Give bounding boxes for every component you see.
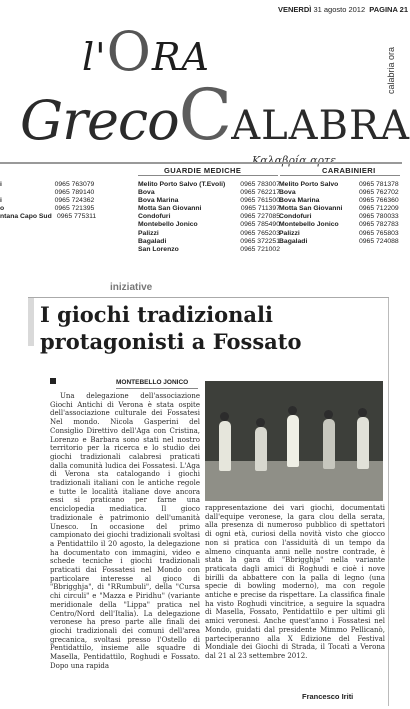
entry-phone: 0965 765803 [359, 229, 399, 237]
entry-phone: 0965 765203 [240, 229, 280, 237]
dateline-rule [116, 388, 198, 389]
headline-accent [28, 298, 34, 346]
dateline-location: MONTEBELLO JONICO [116, 379, 189, 386]
photo-figure-head [220, 412, 229, 421]
directory-row [0, 189, 100, 197]
article-body-column-2: rappresentazione dei vari giochi, documentati dall'equipe veronese, la gara clou della serata, alla presenza di numeroso pubblico di spettatori di ogni età, curiosi della novità visto che giocco non si pratica con l'assiduità di un tempo da almeno cinquanta anni nelle nostre contrade, è stata la gara di "Bbrigghja" nella variante praticata dagli amici di Roghudi e cioè i nove birilli da abbattere con la palla di legno (una specie di bowling moderno), ma con regole antiche e precise da rispettare. La classifica finale ha visto Roghudi vincitrice, a seguire la squadra di Masella, Fossato, Pentidattilo e per ultimi gli amici veronesi. Anche quest'anno i Fossatesi nel Mondo, guidati dal presidente Mimmo Pellicanò, parteciperanno alla X Edizione del Festival Mondiale dei Giochi di Strada, il Tocatì a Verona dal 21 al 23 settembre 2012. [205, 504, 385, 660]
entry-phone: 0965 762702 [359, 189, 399, 197]
entry-phone: 0965 721002 [240, 245, 280, 253]
entry-phone: 0965 766360 [359, 197, 399, 205]
photo-figure-head [358, 408, 367, 417]
entry-phone: 0965 724362 [54, 197, 95, 205]
directory-row [279, 205, 401, 213]
logo-rest-ra: RA [151, 35, 210, 79]
logo-line-2 [20, 74, 410, 156]
entry-phone: 0965 780033 [359, 213, 399, 221]
newspaper-logo [0, 12, 410, 167]
directory-row [279, 221, 401, 229]
directory-row [279, 189, 401, 197]
issue-day: VENERDÌ [278, 5, 312, 14]
photo-figure-head [324, 410, 333, 419]
directory-row [279, 213, 401, 221]
entry-name: Condofuri [138, 213, 171, 221]
side-label-text: calabria ora [386, 46, 396, 94]
entry-name: Bagaladi [138, 237, 167, 245]
entry-phone: 0965 721395 [54, 205, 95, 213]
logo-prefix: l' [82, 35, 107, 79]
entry-name [0, 189, 42, 197]
directory-row [138, 246, 280, 254]
entry-phone: 0965 712209 [359, 205, 399, 213]
directory-row [138, 238, 280, 246]
directory-row [138, 197, 280, 205]
greek-subtitle: Καλαβρία αρτε [252, 154, 336, 167]
entry-name: Condofuri [279, 213, 312, 221]
location-bullet-icon [50, 378, 56, 384]
entry-phone: 0965 783007 [240, 181, 280, 188]
photo-figure [255, 427, 267, 471]
guardie-mediche-list [138, 181, 280, 254]
entry-name: o [0, 205, 5, 213]
directory-row [138, 221, 280, 229]
photo-figure [287, 415, 299, 467]
section-rule [28, 297, 389, 298]
entry-name: Bova Marina [279, 197, 320, 205]
section-tag: iniziative [110, 282, 153, 293]
page-number: PAGINA 21 [369, 5, 409, 14]
entry-name: Bova Marina [138, 197, 179, 205]
entry-name: Motta San Giovanni [279, 205, 343, 213]
entry-name: Bagaladi [279, 237, 308, 245]
article [0, 278, 402, 709]
directory-row [279, 238, 401, 246]
entry-phone: 0965 782783 [359, 221, 399, 229]
entry-phone: 0965 763079 [54, 181, 95, 188]
article-author: Francesco Iriti [302, 692, 354, 701]
article-headline: I giochi tradizionali protagonisti a Fossato [40, 302, 302, 354]
phone-directory [0, 162, 402, 262]
directory-row [279, 181, 401, 189]
directory-row [138, 189, 280, 197]
entry-phone: 0965 775311 [57, 213, 97, 221]
logo-alabra: ALABRA [231, 103, 410, 149]
photo-figure-head [288, 406, 297, 415]
entry-name: ntana Capo Sud [0, 213, 52, 221]
entry-name: San Lorenzo [138, 245, 179, 253]
directory-row [0, 205, 100, 213]
directory-row [138, 205, 280, 213]
entry-name: Bova [279, 189, 296, 197]
directory-row [0, 181, 100, 189]
directory-row [138, 181, 280, 189]
directory-left-column [0, 181, 100, 221]
carabinieri-list [279, 181, 401, 246]
entry-name: Montebello Jonico [279, 221, 339, 229]
entry-phone: 0965 711397 [240, 205, 280, 213]
entry-phone: 0965 727085 [240, 213, 280, 221]
directory-row [138, 230, 280, 238]
entry-phone: 0965 372251 [240, 237, 280, 245]
entry-phone: 0965 761500 [240, 197, 280, 205]
article-body-column-1: Una delegazione dell'associazione Giochi Antichi di Verona è stata ospite dell'associazione culturale dei Fossatesi Nel mondo. Nicola Gasperini del Consiglio Direttivo dell'Aga con Cristina, Lorenzo e Barbara sono stati nel nostro territorio per la ricerca e lo studio dei giochi tradizionali calabresi praticati dalla comunità ludica dei Fossatesi. L'Aga di Verona sta catalogando i giochi tradizionali italiani con le antiche regole e tutte le località italiane dove ancora essi si praticano per farne una enciclopedia mediatica. Il gioco tradizionale è patrimonio dell'umanità Unesco. In occasione del primo campionato dei giochi tradizionali svoltasi a Pentidattilo il 20 agosto, la delegazione ha documentato con immagini, video e schede tecniche i giochi tradizionali praticati dai Fossatesi nel Mondo con particolare interesse al gioco di "Bbrigghja", di "RRumbuli", della "Cursa chi circuli" e "Mazza e Piridhu" (variante meridionale della "Lippa" pratica nel Centro/Nord dell'Italia). La delegazione veronese ha preso parte alle finali dei giochi tradizionali dei comuni dell'area grecanica, svoltasi presso l'Ostello di Pentidattilo, insieme alle squadre di Masella, Pentidattilo, Roghudi e Fossato. Dopo una rapida [50, 392, 200, 670]
photo-figure [357, 417, 369, 469]
directory-row [138, 213, 280, 221]
issue-date-text: 31 agosto 2012 [313, 5, 366, 14]
photo-figure [219, 421, 231, 471]
logo-greco: Greco [20, 89, 179, 152]
directory-row [279, 197, 401, 205]
side-label [386, 14, 400, 104]
entry-name: Palizzi [138, 229, 159, 237]
guardie-mediche-header: GUARDIE MEDICHE [164, 166, 242, 175]
entry-phone: 0965 762217 [240, 189, 280, 197]
carabinieri-header: CARABINIERI [322, 166, 376, 175]
entry-name: Melito Porto Salvo (T.Evoli) [138, 181, 226, 188]
article-photo [205, 381, 383, 501]
directory-row [0, 213, 100, 221]
directory-row [279, 230, 401, 238]
entry-phone: 0965 789140 [54, 189, 95, 197]
guardie-rule [138, 175, 278, 176]
entry-name: Motta San Giovanni [138, 205, 202, 213]
entry-name: Palizzi [279, 229, 300, 237]
entry-name: i [0, 181, 2, 188]
photo-figure [323, 419, 335, 469]
entry-name: Montebello Jonico [138, 221, 198, 229]
carabinieri-rule [280, 175, 400, 176]
entry-phone: 0965 785490 [240, 221, 280, 229]
entry-phone: 0965 781378 [359, 181, 399, 188]
logo-initial-c: C [178, 74, 232, 156]
directory-row [0, 197, 100, 205]
logo-initial-o: O [106, 20, 152, 83]
entry-name: Melito Porto Salvo [279, 181, 339, 188]
column-rule [388, 298, 389, 706]
photo-figure-head [256, 418, 265, 427]
entry-phone: 0965 724088 [359, 237, 399, 245]
entry-name: Bova [138, 189, 155, 197]
entry-name: i [0, 197, 2, 205]
